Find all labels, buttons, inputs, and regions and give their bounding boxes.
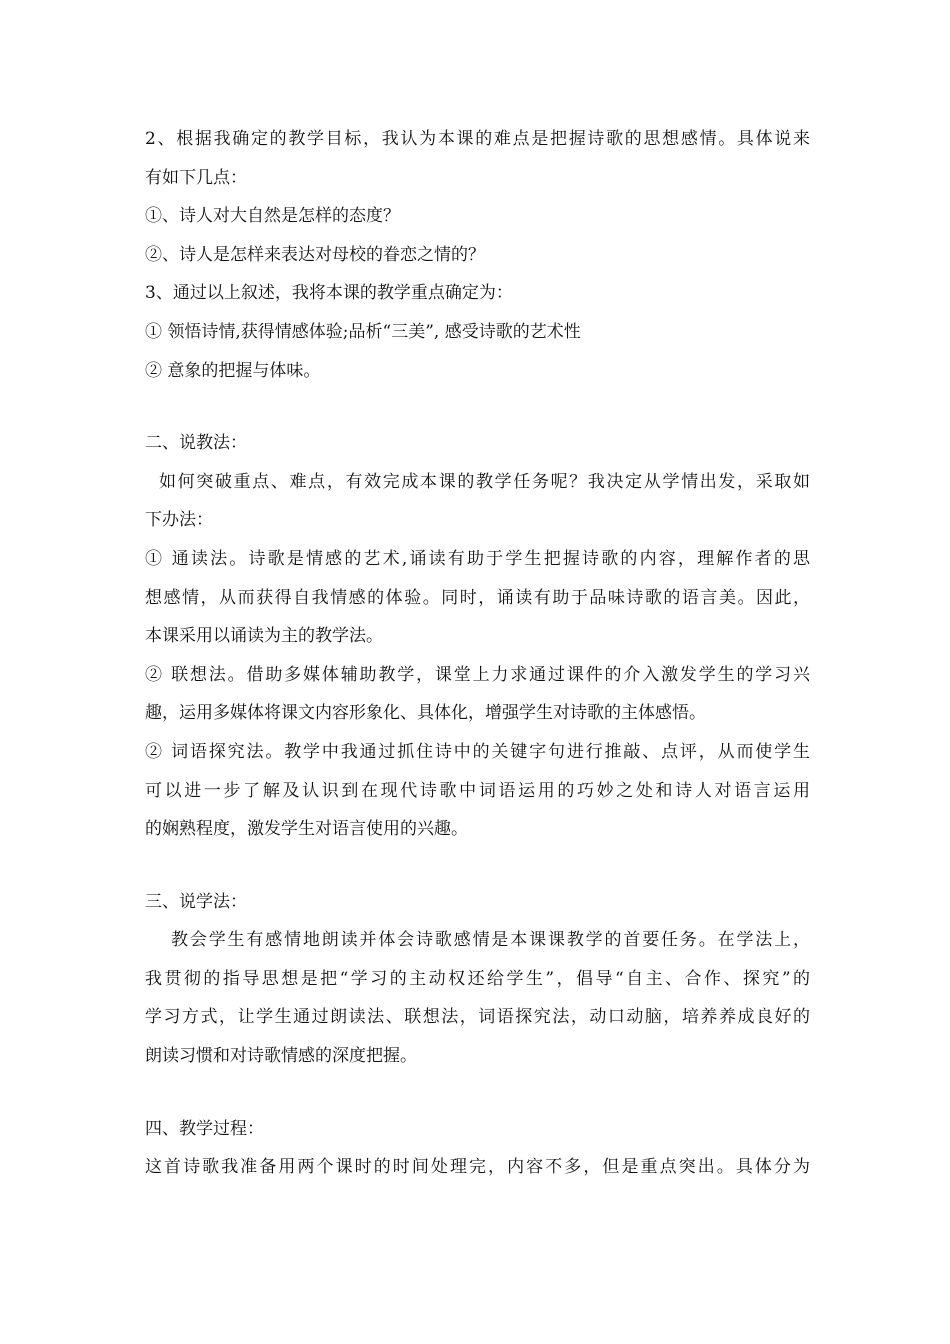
focus-point-2: ② 意象的把握与体味。 <box>145 360 321 381</box>
document-page <box>145 120 810 1187</box>
section-spacer <box>145 390 810 424</box>
process-para-line1: 这首诗歌我准备用两个课时的时间处理完，内容不多，但是重点突出。具体分为 <box>145 1157 810 1178</box>
focus-point-1: ① 领悟诗情,获得情感体验;品析“三美”, 感受诗歌的艺术性 <box>145 321 581 342</box>
method1-line2: 想感情，从而获得自我情感的体验。同时，诵读有助于品味诗歌的语言美。因此， <box>145 587 810 608</box>
learning-para-line1: 教会学生有感情地朗读并体会诗歌感情是本课课教学的首要任务。在学法上， <box>171 930 810 951</box>
learning-para-line3: 学习方式，让学生通过朗读法、联想法，词语探究法，动口动脑，培养养成良好的 <box>145 1007 810 1028</box>
section-spacer <box>145 849 810 883</box>
method2-line2: 趣，运用多媒体将课文内容形象化、具体化，增强学生对诗歌的主体感悟。 <box>145 703 706 724</box>
method3-line1: ② 词语探究法。教学中我通过抓住诗中的关键字句进行推敲、点评，从而使学生 <box>145 741 810 762</box>
section-spacer <box>145 1076 810 1110</box>
process-heading: 四、教学过程： <box>145 1118 264 1139</box>
focus-intro: 3、通过以上叙述，我将本课的教学重点确定为： <box>145 283 513 304</box>
methods-intro-line2: 下办法： <box>145 510 213 531</box>
method3-line3: 的娴熟程度，激发学生对语言使用的兴趣。 <box>145 819 468 840</box>
method2-line1: ② 联想法。借助多媒体辅助教学，课堂上力求通过课件的介入激发学生的学习兴 <box>145 664 810 685</box>
learning-heading: 三、说学法： <box>145 891 247 912</box>
difficulty-intro-line1: 2、根据我确定的教学目标，我认为本课的难点是把握诗歌的思想感情。具体说来 <box>145 129 810 149</box>
difficulty-point-2: ②、诗人是怎样来表达对母校的眷恋之情的？ <box>145 244 485 265</box>
method1-line3: 本课采用以诵读为主的教学法。 <box>145 626 383 647</box>
methods-intro-line1: 如何突破重点、难点，有效完成本课的教学任务呢？我决定从学情出发，采取如 <box>159 471 810 492</box>
learning-para-line2: 我贯彻的指导思想是把“学习的主动权还给学生”，倡导“自主、合作、探究”的 <box>145 968 810 989</box>
learning-para-line4: 朗读习惯和对诗歌情感的深度把握。 <box>145 1046 417 1067</box>
difficulty-intro-line2: 有如下几点： <box>145 167 247 188</box>
methods-heading: 二、说教法： <box>145 433 247 454</box>
method1-line1: ① 通读法。诗歌是情感的艺术,诵读有助于学生把握诗歌的内容，理解作者的思 <box>145 548 810 569</box>
difficulty-point-1: ①、诗人对大自然是怎样的态度？ <box>145 206 400 227</box>
method3-line2: 可以进一步了解及认识到在现代诗歌中词语运用的巧妙之处和诗人对语言运用 <box>145 780 810 801</box>
